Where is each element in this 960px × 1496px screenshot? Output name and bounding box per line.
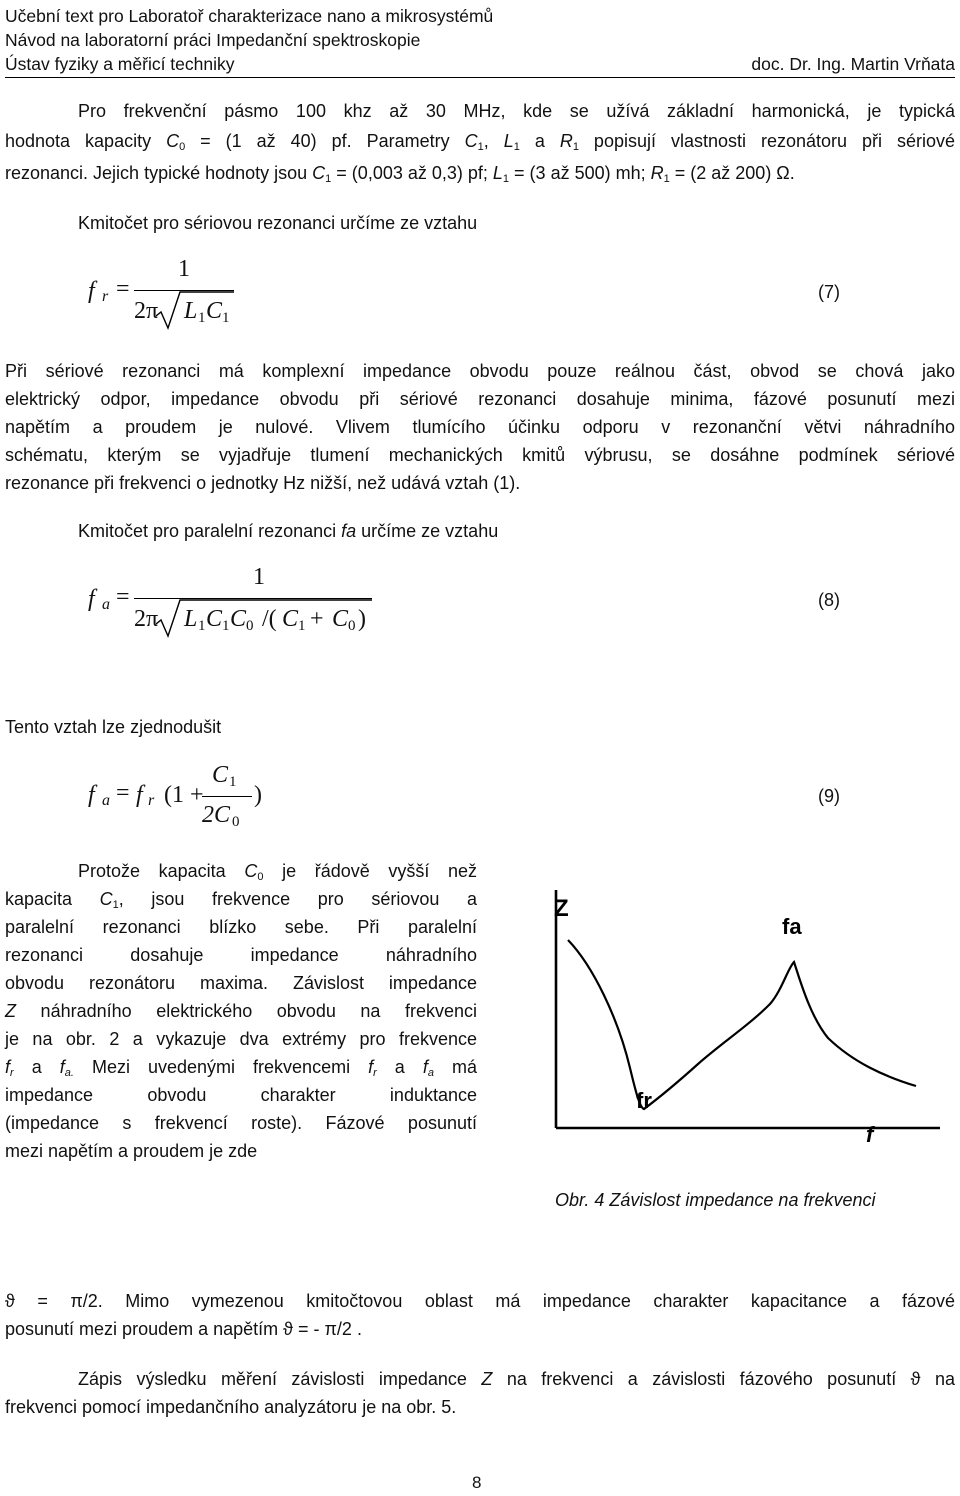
header-author: doc. Dr. Ing. Martin Vrňata [751,54,955,74]
para6-line1: Protože kapacita $C_0$ je řádově vyšší než [78,861,478,883]
para1-line3: rezonanci. Jejich typické hodnoty jsou $C_1 = (0,003$ až 0,3) pf; $L_1 = (3$ až 500) mh; $R_1 = (2$ až 200) Ω. [5,163,795,185]
equation-7: f r = 1 2π L 1 C 1 (7) [88,256,840,326]
fa-label: fa [782,914,802,939]
equation-9: f a = f r (1 + C 1 2C 0 ) (9) [88,762,840,830]
para3-line3: napětím a proudem je nulové. Vlivem tlumícího účinku odporu v rezonanční větvi náhradního [5,417,955,437]
impedance-plot [548,868,948,1168]
para3-line5: rezonance při frekvenci o jednotky Hz nižší, než udává vztah (1). [5,473,521,493]
z-axis-label: Z [554,895,569,922]
para6-line9: impedance obvodu charakter induktance [5,1085,477,1105]
header-divider [5,77,955,78]
para6-line11: mezi napětím a proudem je zde [5,1141,258,1161]
para6-line5: obvodu rezonátoru maxima. Závislost impedance [5,973,477,993]
header-course: Učební text pro Laboratoř charakterizace nano a mikrosystémů [5,6,494,26]
equation-8-label: (8) [818,590,840,610]
impedance-curve [568,940,916,1109]
para6-line8: $f_r$ a $f_{a.}$ Mezi uvedenými frekvencemi $f_r$ a $f_a$ má [5,1057,477,1079]
para3-line1: Při sériové rezonanci má komplexní impedance obvodu pouze reálnou část, obvod se chová jako [5,361,955,381]
para4: Kmitočet pro paralelní rezonanci fa určíme ze vztahu [78,521,499,541]
para8-line2: frekvenci pomocí impedančního analyzátoru je na obr. 5. [5,1397,457,1417]
equation-7-label: (7) [818,282,840,302]
para1-line2: hodnota kapacity $C_0 = (1$ až 40) pf. Parametry $C_1$, $L_1$ a $R_1$ popisují vlastnosti rezonátoru při sériové [5,131,955,153]
header-institute-row [5,52,955,76]
para6-line4: rezonanci dosahuje impedance náhradního [5,945,477,965]
para6-line7: je na obr. 2 a vykazuje dva extrémy pro frekvence [5,1029,477,1049]
para2: Kmitočet pro sériovou rezonanci určíme ze vztahu [78,213,478,233]
para3-line2: elektrický odpor, impedance obvodu při sériové rezonanci dosahuje minima, fázové posunutí mezi [5,389,955,409]
para3-line4: schématu, kterým se vyjadřuje tlumení mechanických kmitů výbrusu, se dosáhne podmínek sériové [5,445,955,465]
equation-9-label: (9) [818,786,840,806]
header-institute: Ústav fyziky a měřicí techniky [5,54,235,74]
para6-line2: kapacita $C_1$, jsou frekvence pro sériovou a [5,889,477,911]
para6-line6: Z náhradního elektrického obvodu na frekvenci [5,1001,477,1021]
para7-line1: ϑ = π/2. Mimo vymezenou kmitočtovou oblast má impedance charakter kapacitance a fázové [5,1291,955,1311]
para7-line2: posunutí mezi proudem a napětím ϑ = - π/2 . [5,1319,362,1339]
f-axis-label: f [866,1122,874,1147]
para1-line1: Pro frekvenční pásmo 100 khz až 30 MHz, kde se užívá základní harmonická, je typická [78,101,955,121]
impedance-frequency-figure [548,868,948,1168]
fr-label: fr [636,1088,652,1113]
para8-line1: Zápis výsledku měření závislosti impedance Z na frekvenci a závislosti fázového posunutí ϑ na [78,1369,955,1389]
header-lab: Návod na laboratorní práci Impedanční spektroskopie [5,30,421,50]
page-number: 8 [472,1473,482,1492]
para5: Tento vztah lze zjednodušit [5,717,222,737]
para6-line10: (impedance s frekvencí roste). Fázové posunutí [5,1113,477,1133]
figure-caption: Obr. 4 Závislost impedance na frekvenci [555,1190,876,1210]
equation-8: f a = 1 2π L 1 C 1 C 0 /( C 1 + C 0 ) (8) [88,564,840,634]
para6-line3: paralelní rezonanci blízko sebe. Při paralelní [5,917,477,937]
page-header [5,4,955,76]
